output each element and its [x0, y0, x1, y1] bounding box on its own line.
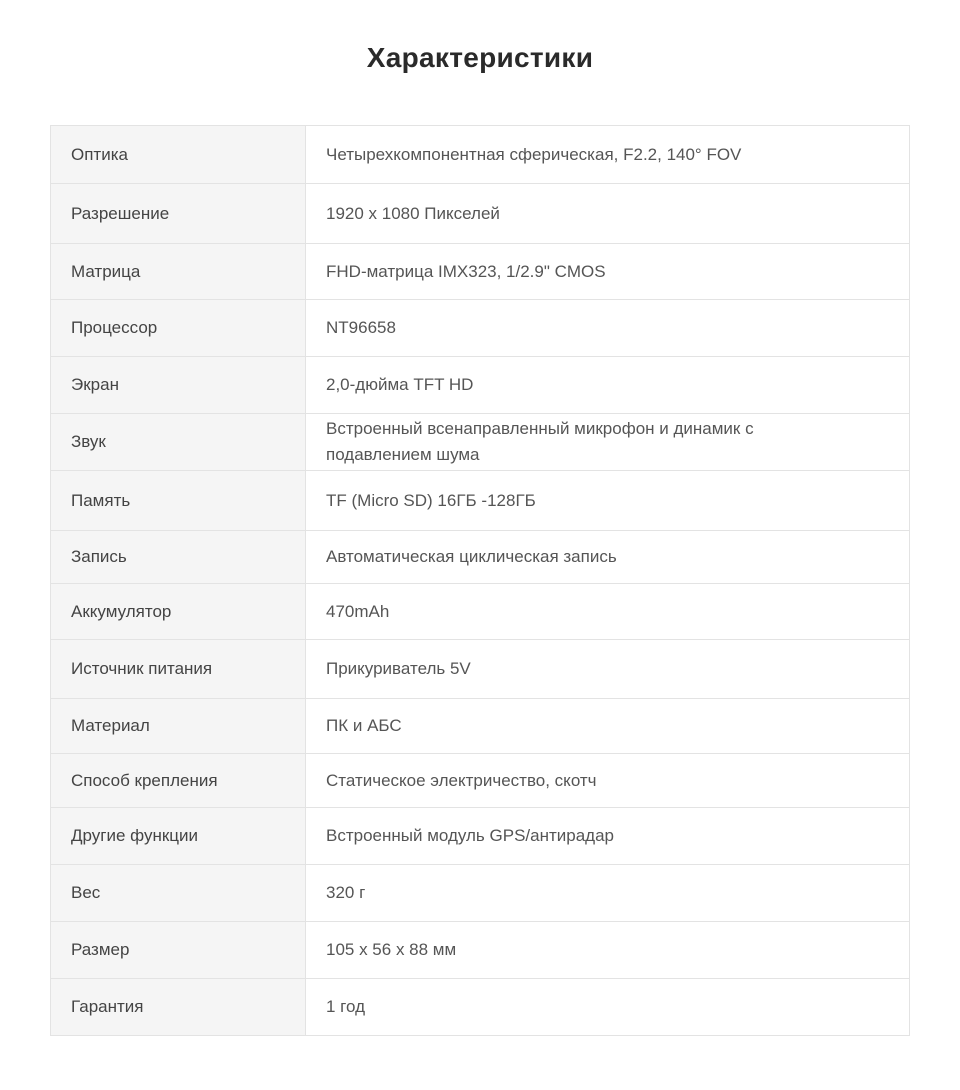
table-row: [51, 126, 910, 184]
spec-value: 1920 x 1080 Пикселей: [306, 184, 910, 244]
spec-label: Разрешение: [51, 184, 306, 244]
spec-value: TF (Micro SD) 16ГБ -128ГБ: [306, 471, 910, 531]
spec-label: Память: [51, 471, 306, 531]
spec-value: Встроенный всенаправленный микрофон и динамик с подавлением шума: [306, 414, 910, 471]
spec-label: Аккумулятор: [51, 584, 306, 640]
spec-label: Матрица: [51, 244, 306, 300]
spec-value: 470mAh: [306, 584, 910, 640]
spec-value: 1 год: [306, 979, 910, 1036]
table-row: [51, 471, 910, 531]
spec-value: 105 x 56 x 88 мм: [306, 922, 910, 979]
table-row: [51, 414, 910, 471]
table-row: [51, 640, 910, 699]
spec-label: Источник питания: [51, 640, 306, 699]
spec-label: Вес: [51, 865, 306, 922]
spec-label: Размер: [51, 922, 306, 979]
spec-value: 2,0-дюйма TFT HD: [306, 357, 910, 414]
spec-value: Автоматическая циклическая запись: [306, 531, 910, 584]
page-title: Характеристики: [366, 42, 594, 73]
spec-label: Другие функции: [51, 808, 306, 865]
spec-label: Оптика: [51, 126, 306, 184]
spec-value: Прикуриватель 5V: [306, 640, 910, 699]
table-row: [51, 184, 910, 244]
table-row: [51, 865, 910, 922]
spec-label: Гарантия: [51, 979, 306, 1036]
table-row: [51, 531, 910, 584]
table-row: [51, 808, 910, 865]
spec-label: Способ крепления: [51, 754, 306, 808]
spec-value: FHD-матрица IMX323, 1/2.9" CMOS: [306, 244, 910, 300]
table-row: [51, 922, 910, 979]
spec-value: 320 г: [306, 865, 910, 922]
spec-label: Звук: [51, 414, 306, 471]
table-row: [51, 979, 910, 1036]
spec-value: NT96658: [306, 300, 910, 357]
spec-label: Экран: [51, 357, 306, 414]
spec-label: Процессор: [51, 300, 306, 357]
spec-table-body: [51, 126, 910, 1036]
spec-value: Четырехкомпонентная сферическая, F2.2, 140° FOV: [306, 126, 910, 184]
spec-value: Встроенный модуль GPS/антирадар: [306, 808, 910, 865]
table-row: [51, 300, 910, 357]
spec-table: [50, 125, 910, 1036]
table-row: [51, 584, 910, 640]
spec-label: Запись: [51, 531, 306, 584]
table-row: [51, 357, 910, 414]
table-row: [51, 754, 910, 808]
spec-value: Статическое электричество, скотч: [306, 754, 910, 808]
table-row: [51, 244, 910, 300]
spec-value: ПК и АБС: [306, 699, 910, 754]
table-row: [51, 699, 910, 754]
spec-label: Материал: [51, 699, 306, 754]
